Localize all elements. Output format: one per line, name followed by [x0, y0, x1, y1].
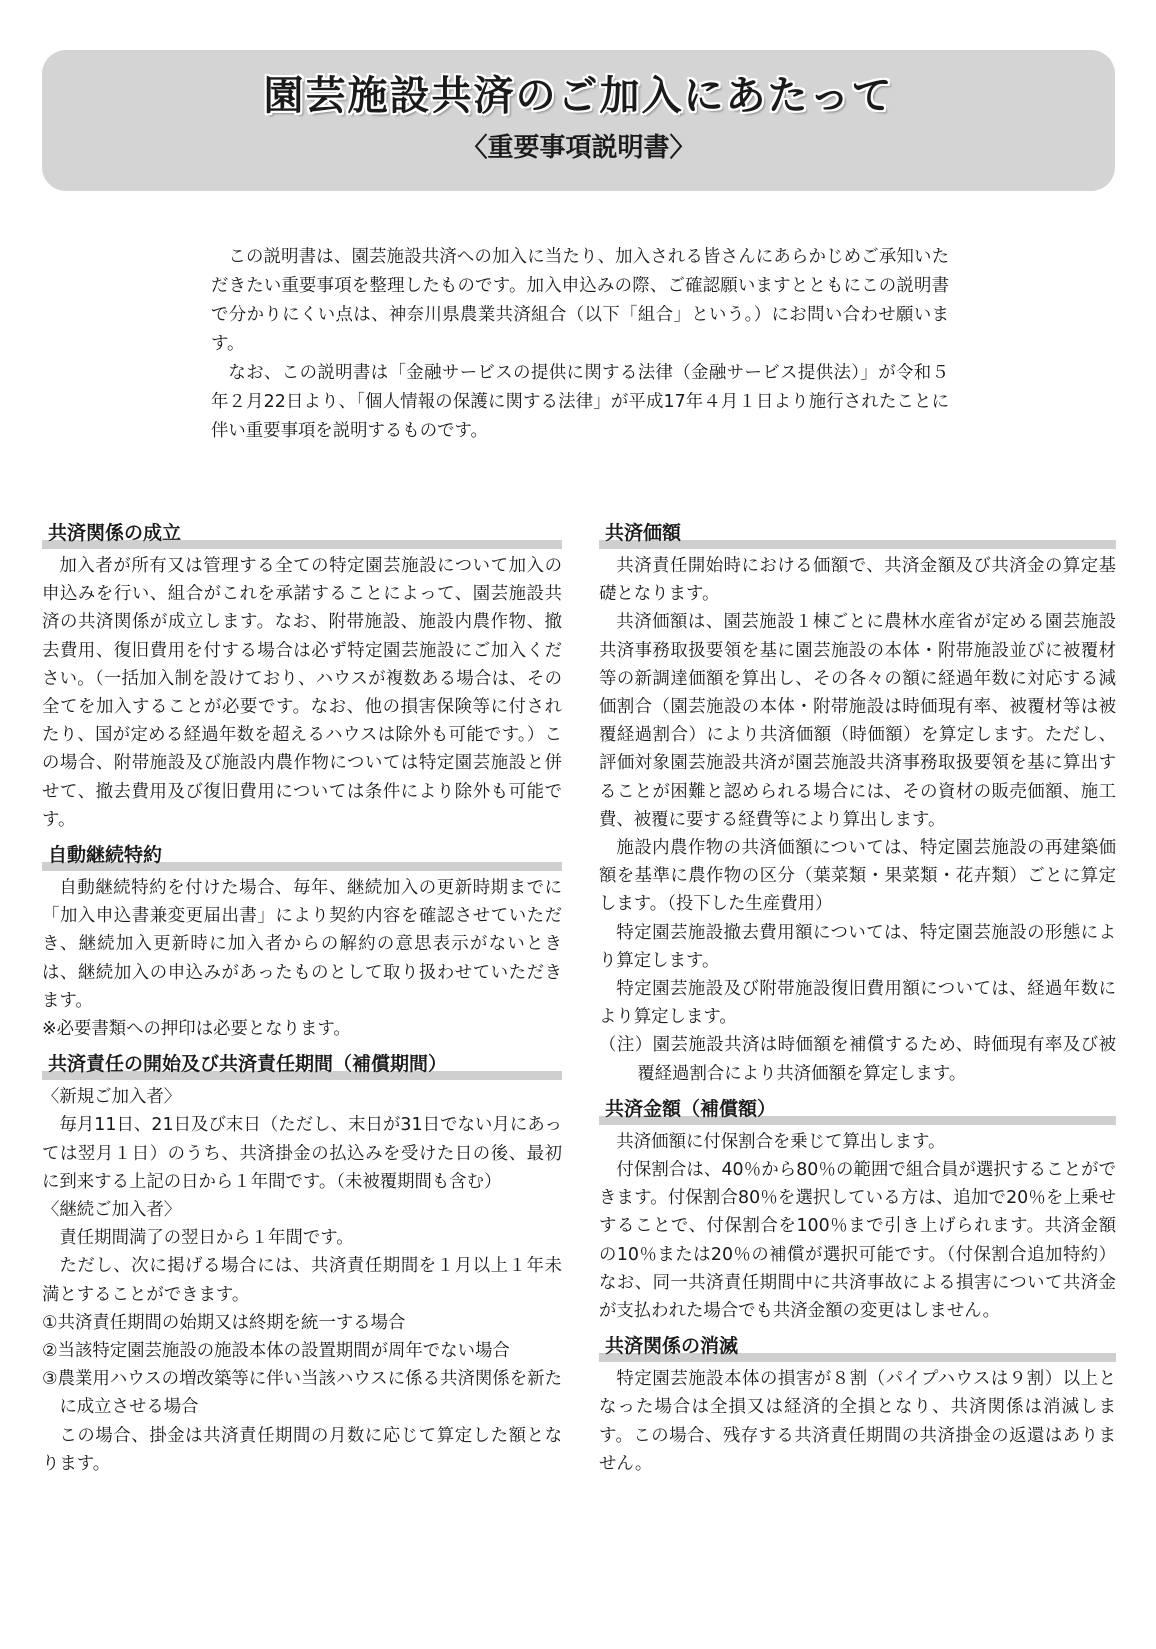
section-paragraph: 共済責任開始時における価額で、共済金額及び共済金の算定基礎となります。: [599, 556, 1116, 605]
section-body: [599, 1365, 1116, 1478]
section-paragraph: 自動継続特約を付けた場合、毎年、継続加入の更新時期までに「加入申込書兼変更届出書」により契約内容を確認させていただき、継続加入更新時に加入者からの解約の意思表示がないときは、継続加入の申込みがあったものとして取り扱わせていただきます。: [42, 878, 562, 1011]
section-paragraph: この場合、掛金は共済責任期間の月数に応じて算定した額となります。: [42, 1425, 562, 1474]
section: [599, 1331, 1116, 1478]
section-paragraph: ③農業用ハウスの増改築等に伴い当該ハウスに係る共済関係を新たに成立させる場合: [42, 1369, 562, 1418]
section-paragraph: 特定園芸施設本体の損害が８割（パイプハウスは９割）以上となった場合は全損又は経済的全損となり、共済関係は消滅します。この場合、残存する共済責任期間の共済掛金の返還はありません。: [599, 1369, 1116, 1474]
section: [42, 518, 562, 834]
section-paragraph: 〈継続ご加入者〉: [42, 1200, 182, 1221]
section-paragraph: ※必要書類への押印は必要となります。: [42, 1019, 351, 1040]
header-banner: [42, 50, 1115, 191]
section: [42, 1049, 562, 1478]
section-paragraph: 〈新規ご加入者〉: [42, 1087, 182, 1108]
section-paragraph: 毎月11日、21日及び末日（ただし、末日が31日でない月にあっては翌月１日）のうち、共済掛金の払込みを受けた日の後、最初に到来する上記の日から１年間です。（未被覆期間も含む）: [42, 1115, 562, 1192]
section-body: [42, 552, 562, 834]
intro-paragraph: この説明書は、園芸施設共済への加入に当たり、加入される皆さんにあらかじめご承知いただきたい重要事項を整理したものです。加入申込みの際、ご確認願いますとともにこの説明書で分かりにくい点は、神奈川県農業共済組合（以下「組合」という。）にお問い合わせ願います。: [211, 247, 949, 354]
page-subtitle: 〈重要事項説明書〉: [461, 133, 696, 163]
section-heading: [599, 1094, 1116, 1124]
section-paragraph: ②当該特定園芸施設の施設本体の設置期間が周年でない場合: [42, 1341, 510, 1362]
section-heading-text: 共済関係の成立: [48, 522, 182, 544]
section-heading: [42, 840, 562, 870]
section-paragraph: 加入者が所有又は管理する全ての特定園芸施設について加入の申込みを行い、組合がこれを承諾することによって、園芸施設共済の共済関係が成立します。なお、附帯施設、施設内農作物、撤去費用、復旧費用を付する場合は必ず特定園芸施設にご加入ください。（一括加入制を設けており、ハウスが複数ある場合は、その全てを加入することが必要です。なお、他の損害保険等に付されたり、国が定める経過年数を超えるハウスは除外も可能です。）この場合、附帯施設及び施設内農作物については特定園芸施設と併せて、撤去費用及び復旧費用については条件により除外も可能です。: [42, 556, 562, 830]
section-paragraph: （注）園芸施設共済は時価額を補償するため、時価現有率及び被覆経過割合により共済価額を算定します。: [599, 1035, 1116, 1084]
section-paragraph: ①共済責任期間の始期又は終期を統一する場合: [42, 1312, 406, 1333]
section-heading-text: 共済関係の消滅: [605, 1335, 739, 1358]
section-body: [599, 552, 1116, 1088]
right-column: [599, 518, 1116, 1484]
section-heading-text: 共済責任の開始及び共済責任期間（補償期間）: [48, 1053, 448, 1076]
intro-paragraph: なお、この説明書は「金融サービスの提供に関する法律（金融サービス提供法）」が令和５年２月22日より、「個人情報の保護に関する法律」が平成17年４月１日より施行されたことに伴い重要事項を説明するものです。: [211, 363, 949, 441]
section-body: [42, 1083, 562, 1478]
section-paragraph: 責任期間満了の翌日から１年間です。: [59, 1228, 354, 1249]
section: [599, 518, 1116, 1088]
section-body: [42, 874, 562, 1043]
section-paragraph: ただし、次に掲げる場合には、共済責任期間を１月以上１年未満とすることができます。: [42, 1256, 562, 1305]
section-heading-text: 共済価額: [605, 522, 682, 544]
section-heading-text: 共済金額（補償額）: [605, 1097, 777, 1120]
section-paragraph: 特定園芸施設撤去費用額については、特定園芸施設の形態により算定します。: [599, 922, 1116, 971]
section-heading: [599, 518, 1116, 548]
intro-text: [211, 243, 949, 446]
section: [599, 1094, 1116, 1325]
section-paragraph: 共済価額に付保割合を乗じて算出します。: [616, 1131, 946, 1152]
section-heading: [599, 1331, 1116, 1361]
section-paragraph: 共済価額は、園芸施設１棟ごとに農林水産省が定める園芸施設共済事務取扱要領を基に園芸施設の本体・附帯施設並びに被覆材等の新調達価額を算出し、その各々の額に経過年数に対応する減価割合（園芸施設の本体・附帯施設は時価現有率、被覆材等は被覆経過割合）により共済価額（時価額）を算定します。ただし、評価対象園芸施設共済が園芸施設共済事務取扱要領を基に算出することが困難と認められる場合には、その資材の販売価額、施工費、被覆に要する経費等により算出します。: [599, 612, 1116, 830]
section: [42, 840, 562, 1043]
section-paragraph: 付保割合は、40％から80％の範囲で組合員が選択することができます。付保割合80％を選択している方は、追加で20％を上乗せすることで、付保割合を100％まで引き上げられます。共済金額の10％または20％の補償が選択可能です。（付保割合追加特約）なお、同一共済責任期間中に共済事故による損害について共済金が支払われた場合でも共済金額の変更はしません。: [599, 1160, 1116, 1322]
section-paragraph: 施設内農作物の共済価額については、特定園芸施設の再建築価額を基準に農作物の区分（葉菜類・果菜類・花卉類）ごとに算定します。（投下した生産費用）: [599, 838, 1116, 915]
left-column: [42, 518, 562, 1484]
page-title: 園芸施設共済のご加入にあたって: [263, 73, 894, 119]
section-paragraph: 特定園芸施設及び附帯施設復旧費用額については、経過年数により算定します。: [599, 979, 1116, 1028]
section-heading: [42, 1049, 562, 1079]
section-heading-text: 自動継続特約: [48, 844, 163, 867]
section-heading: [42, 518, 562, 548]
section-body: [599, 1128, 1116, 1325]
